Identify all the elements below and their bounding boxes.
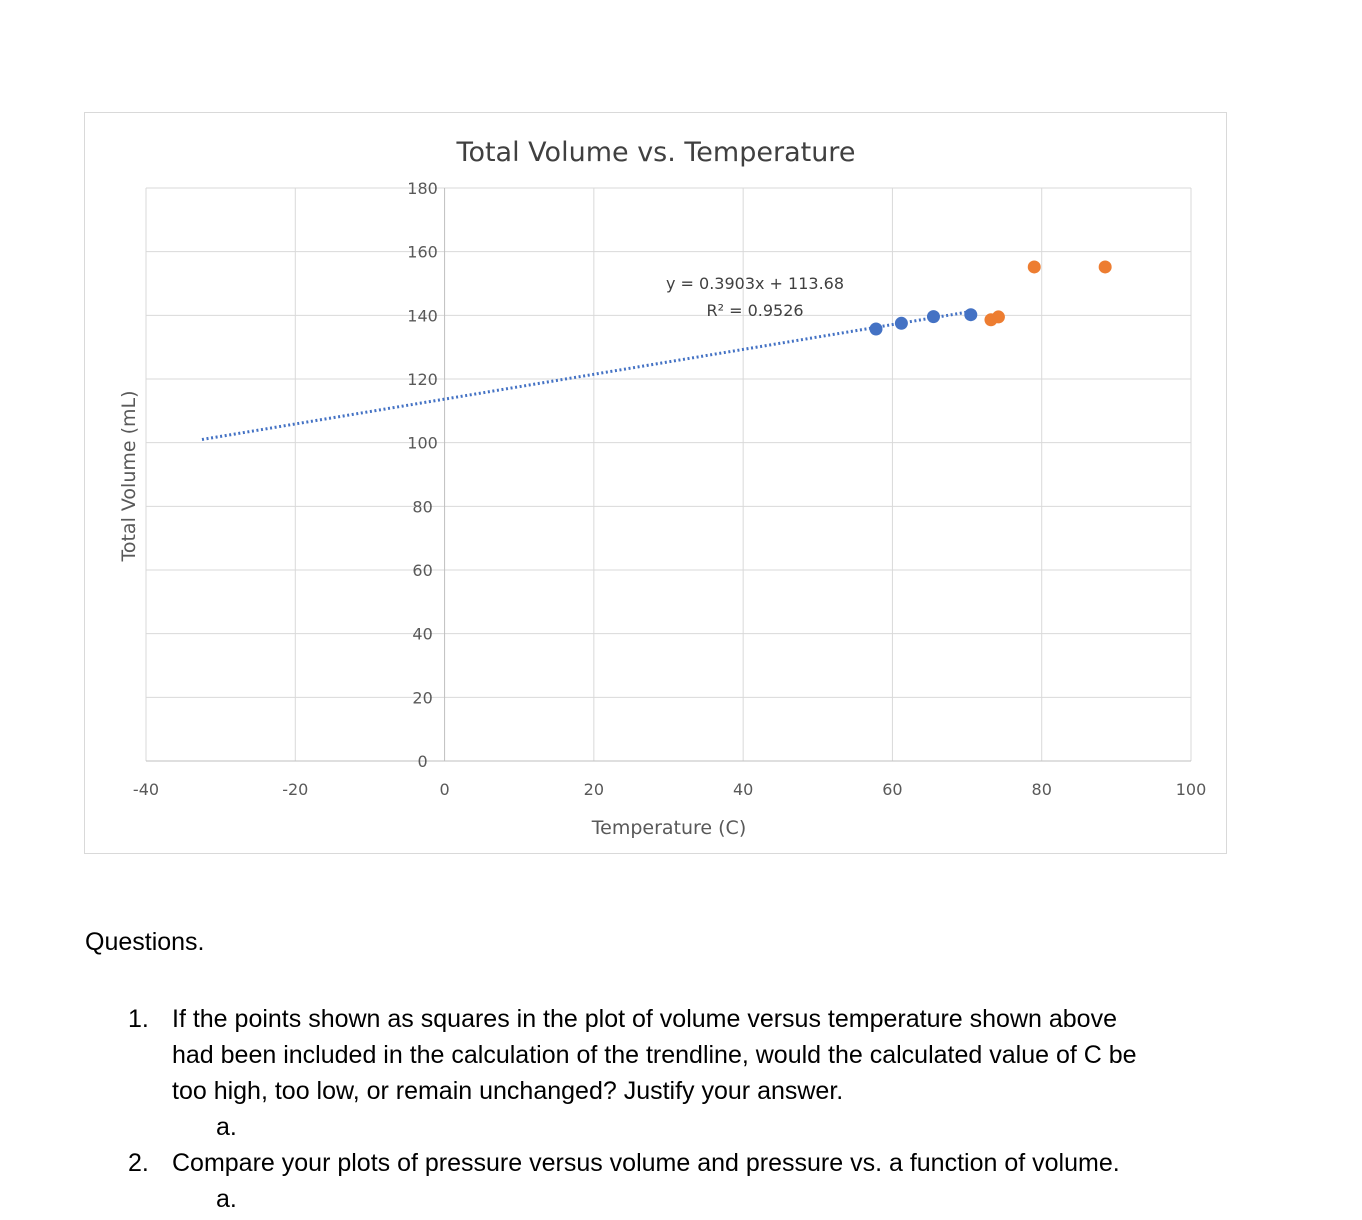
- excluded-data-point: [1028, 260, 1041, 273]
- trendline-equation: y = 0.3903x + 113.68: [665, 274, 845, 293]
- trendline: [202, 312, 971, 440]
- question-2-line-1: Compare your plots of pressure versus volume and pressure vs. a function of volume.: [172, 1149, 1120, 1177]
- included-data-point: [927, 310, 940, 323]
- x-axis-label: Temperature (C): [591, 817, 747, 839]
- included-data-point: [964, 308, 977, 321]
- question-1-number: 1.: [128, 1005, 149, 1033]
- scatter-chart: [85, 113, 1228, 855]
- tick-labels: [133, 179, 1206, 799]
- y-tick-label: 140: [407, 306, 438, 326]
- y-tick-label: 60: [412, 561, 433, 580]
- y-tick-label: 40: [412, 624, 433, 644]
- y-tick-label: 0: [417, 752, 428, 771]
- y-tick-label: 180: [407, 179, 438, 198]
- excluded-data-point: [1099, 260, 1112, 273]
- data-points: [870, 260, 1112, 335]
- y-tick-label: 120: [407, 370, 438, 389]
- question-1-line-2: had been included in the calculation of the trendline, would the calculated value of C be: [172, 1041, 1137, 1069]
- x-tick-label: 40: [732, 780, 754, 799]
- question-1-line-1: If the points shown as squares in the plot of volume versus temperature shown above: [172, 1005, 1117, 1033]
- y-tick-label: 160: [407, 242, 438, 262]
- question-2-number: 2.: [128, 1149, 149, 1177]
- included-data-point: [870, 323, 883, 336]
- chart-title: Total Volume vs. Temperature: [456, 137, 856, 168]
- trendline-layer: [202, 312, 971, 440]
- y-tick-label: 20: [412, 688, 433, 708]
- x-tick-label: 80: [1031, 780, 1052, 799]
- y-axis-label: Total Volume (mL): [118, 390, 140, 562]
- x-tick-label: 20: [583, 780, 605, 799]
- x-tick-label: 60: [882, 780, 903, 799]
- x-tick-label: 100: [1175, 780, 1207, 799]
- x-tick-label: -40: [132, 780, 160, 799]
- question-1-answer-label: a.: [216, 1113, 237, 1141]
- questions-heading: Questions.: [85, 928, 205, 956]
- included-data-point: [895, 317, 908, 330]
- y-tick-label: 80: [412, 497, 433, 517]
- chart-container: [84, 112, 1227, 854]
- excluded-data-point: [992, 310, 1005, 323]
- trendline-r-squared: R² = 0.9526: [706, 301, 804, 320]
- y-tick-label: 100: [407, 433, 438, 453]
- x-tick-label: 0: [439, 780, 450, 799]
- question-2-answer-label: a.: [216, 1185, 237, 1213]
- x-tick-label: -20: [282, 780, 309, 799]
- question-1-line-3: too high, too low, or remain unchanged? Justify your answer.: [172, 1077, 844, 1105]
